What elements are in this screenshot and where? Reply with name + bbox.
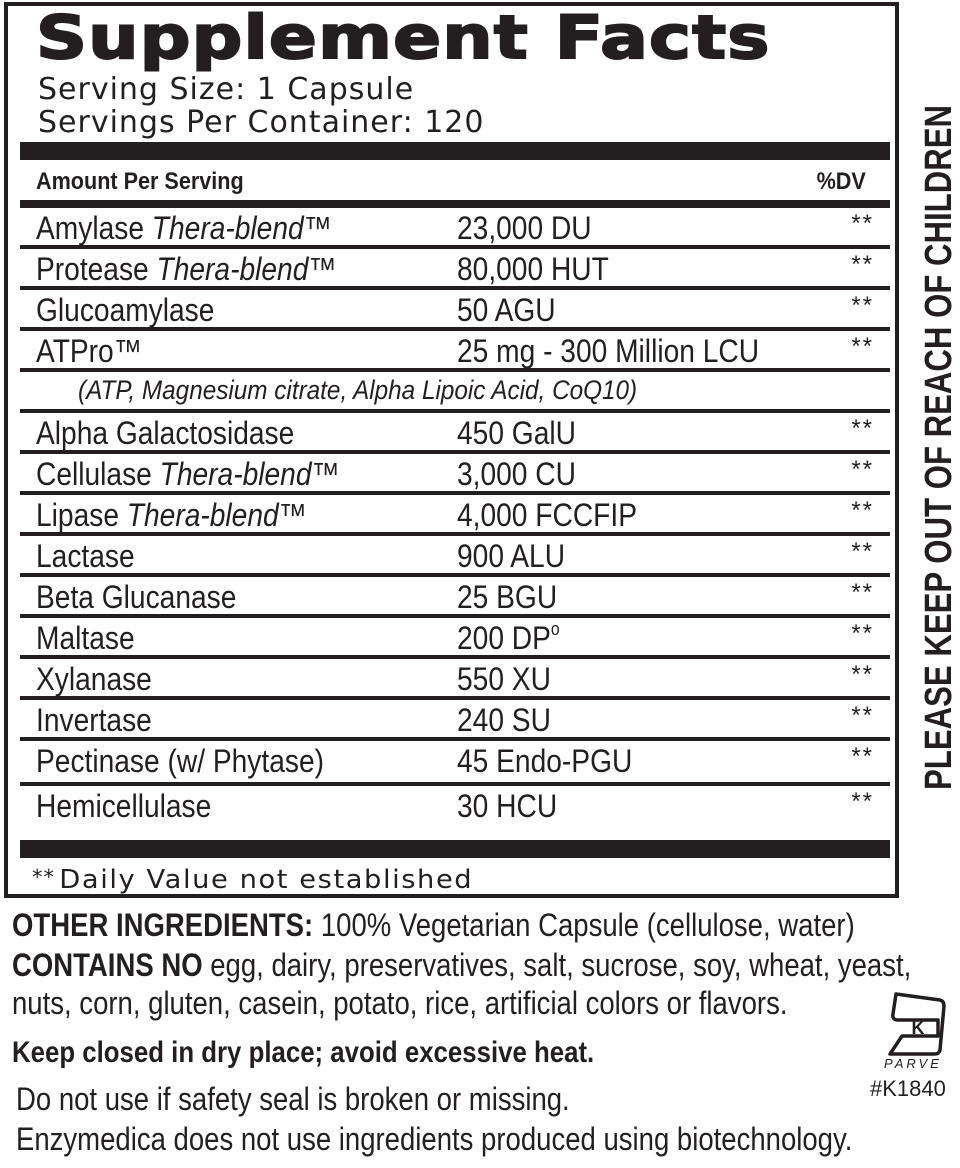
ingredient-name: Hemicellulase: [36, 788, 212, 824]
ingredient-dv: **: [851, 497, 874, 524]
ingredient-dv: **: [851, 251, 874, 278]
supplement-facts-panel: [4, 2, 899, 898]
ingredient-amount: 45 Endo-PGU: [457, 743, 633, 779]
table-row: [20, 659, 890, 700]
amount-per-serving-label: Amount Per Serving: [36, 168, 244, 195]
ingredient-amount: 50 AGU: [457, 292, 556, 328]
contains-no-line-1: CONTAINS NO egg, dairy, preservatives, salt, sucrose, soy, wheat, yeast,: [12, 947, 912, 983]
ingredient-name: Lactase: [36, 538, 135, 574]
table-row: [20, 208, 890, 249]
child-safety-warning: PLEASE KEEP OUT OF REACH OF CHILDREN: [918, 104, 960, 790]
servings-per-container: Servings Per Container: 120: [38, 105, 485, 140]
table-row: [20, 331, 890, 372]
atpro-components: (ATP, Magnesium citrate, Alpha Lipoic Acid, CoQ10): [78, 375, 638, 405]
ingredient-amount: 25 BGU: [457, 579, 558, 615]
ingredient-amount: 900 ALU: [457, 538, 566, 574]
ingredient-name: Amylase Thera-blend™: [36, 210, 332, 246]
table-row: [20, 413, 890, 454]
table-row: [20, 786, 890, 823]
ingredient-dv: **: [851, 456, 874, 483]
table-row: [20, 249, 890, 290]
ingredient-amount: 30 HCU: [457, 788, 558, 824]
dv-header: %DV: [816, 168, 866, 195]
table-row: [20, 290, 890, 331]
ingredient-dv: **: [851, 538, 874, 565]
kosher-certification-icon: [882, 988, 954, 1066]
table-row: [20, 741, 890, 786]
ingredient-dv: **: [851, 210, 874, 237]
table-row: [20, 577, 890, 618]
seal-warning: Do not use if safety seal is broken or missing.: [16, 1081, 570, 1117]
ingredient-amount: 240 SU: [457, 702, 551, 738]
divider-thick-top: [20, 142, 890, 160]
ingredient-table: [20, 208, 890, 823]
ingredient-name: Alpha Galactosidase: [36, 415, 295, 451]
ingredient-name: Invertase: [36, 702, 152, 738]
ingredient-name: ATPro™: [36, 333, 142, 369]
table-row: [20, 618, 890, 659]
table-row: [20, 536, 890, 577]
ingredient-dv: **: [851, 661, 874, 688]
ingredient-name: Glucoamylase: [36, 292, 215, 328]
ingredient-name: Pectinase (w/ Phytase): [36, 743, 324, 779]
kosher-parve-label: PARVE: [884, 1056, 942, 1071]
divider-medium: [20, 200, 890, 208]
ingredient-dv: **: [851, 415, 874, 442]
ingredient-dv: **: [851, 702, 874, 729]
ingredient-dv: **: [851, 292, 874, 319]
table-row: [20, 454, 890, 495]
storage-instructions: Keep closed in dry place; avoid excessive heat.: [12, 1036, 595, 1069]
ingredient-amount: 80,000 HUT: [457, 251, 609, 287]
kosher-id: #K1840: [870, 1076, 946, 1101]
contains-no-line-2: nuts, corn, gluten, casein, potato, rice, artificial colors or flavors.: [12, 985, 788, 1021]
ingredient-amount: 25 mg - 300 Million LCU: [457, 333, 760, 369]
dv-footnote: ** Daily Value not established: [32, 865, 474, 895]
ingredient-dv: **: [851, 743, 874, 770]
ingredient-name: Protease Thera-blend™: [36, 251, 337, 287]
panel-title: Supplement Facts: [36, 3, 771, 73]
ingredient-amount: 450 GalU: [457, 415, 576, 451]
table-row: [20, 700, 890, 741]
ingredient-name: Lipase Thera-blend™: [36, 497, 307, 533]
ingredient-name: Xylanase: [36, 661, 152, 697]
ingredient-amount: 23,000 DU: [457, 210, 592, 246]
ingredient-dv: **: [851, 579, 874, 606]
ingredient-name: Beta Glucanase: [36, 579, 237, 615]
ingredient-name: Maltase: [36, 620, 135, 656]
serving-size: Serving Size: 1 Capsule: [38, 72, 415, 107]
ingredient-name: Cellulase Thera-blend™: [36, 456, 340, 492]
divider-thick-bottom: [20, 840, 890, 858]
ingredient-amount: 4,000 FCCFIP: [457, 497, 637, 533]
ingredient-amount: 200 $DP^o$: [457, 619, 560, 656]
svg-text:K: K: [911, 1018, 925, 1038]
ingredient-amount: 3,000 CU: [457, 456, 576, 492]
amount-header-row: [36, 168, 866, 198]
biotech-note: Enzymedica does not use ingredients produced using biotechnology.: [16, 1121, 853, 1157]
ingredient-amount: 550 XU: [457, 661, 551, 697]
table-row-subtext: [20, 372, 890, 413]
ingredient-dv: **: [851, 620, 874, 647]
table-row: [20, 495, 890, 536]
ingredient-dv: **: [851, 333, 874, 360]
ingredient-dv: **: [851, 788, 874, 815]
other-ingredients: OTHER INGREDIENTS: 100% Vegetarian Capsule (cellulose, water): [12, 907, 855, 943]
